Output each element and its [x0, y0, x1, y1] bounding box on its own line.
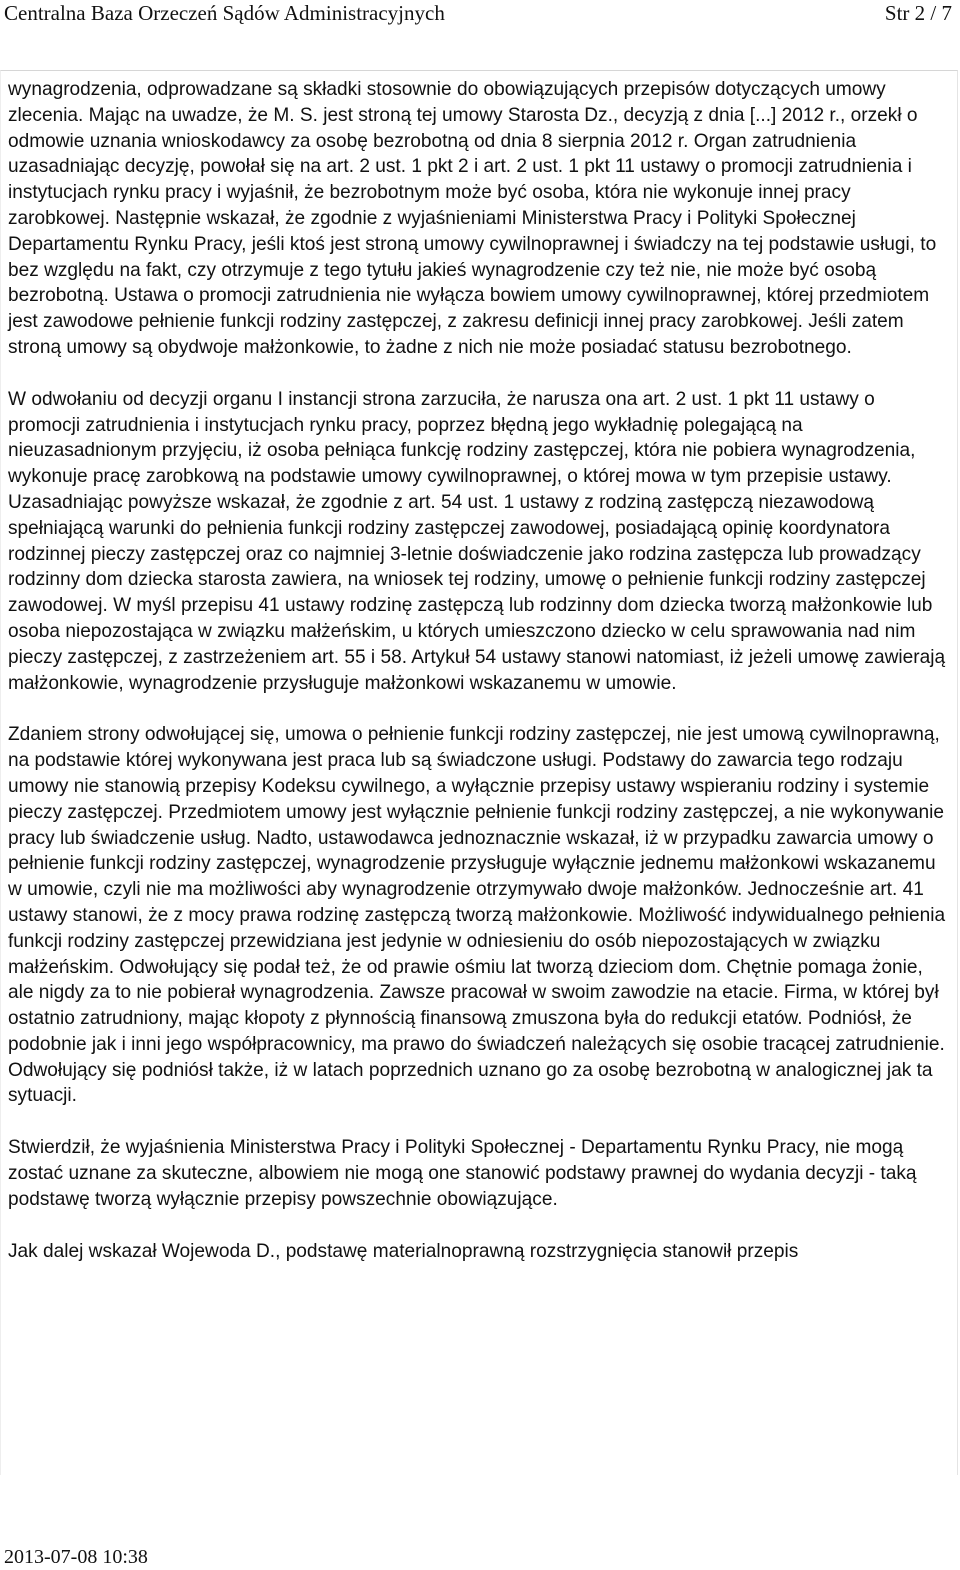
paragraph: W odwołaniu od decyzji organu I instancji strona zarzuciła, że narusza ona art. 2 ust. 1 pkt 11 ustawy o promocji zatrudnienia i instytucjach rynku pracy, poprzez błędną jego wykładnię polegającą na nieuzasadnionym przyjęciu, iż osoba pełniąca funkcję rodziny zastępczej, która nie pobiera wynagrodzenia, wykonuje pracę zarobkową na podstawie umowy cywilnoprawnej, o której mowa w tym przepisie ustawy. Uzasadniając powyższe wskazał, że zgodnie z art. 54 ust. 1 ustawy z rodziną zastępczą niezawodową spełniającą warunki do pełnienia funkcji rodziny zastępczej zawodowej, posiadającą opinię koordynatora rodzinnej pieczy zastępczej oraz co najmniej 3-letnie doświadczenie jako rodzina zastępcza lub prowadzący rodzinny dom dziecka starosta zawiera, na wniosek tej rodziny, umowę o pełnienie funkcji rodziny zastępczej zawodowej. W myśl przepisu 41 ustawy rodzinę zastępczą lub rodzinny dom dziecka tworzą małżonkowie lub osoba niepozostająca w związku małżeńskim, u których umieszczono dziecko w celu sprawowania nad nim pieczy zastępczej, z zastrzeżeniem art. 55 i 58. Artykuł 54 ustawy stanowi natomiast, iż jeżeli umowę zawierają małżonkowie, wynagrodzenie przysługuje małżonkowi wskazanemu w umowie.	[8, 388, 946, 694]
site-title: Centralna Baza Orzeczeń Sądów Administracyjnych	[4, 1, 445, 25]
paragraph: Stwierdził, że wyjaśnienia Ministerstwa Pracy i Polityki Społecznej - Departamentu Rynku Pracy, nie mogą zostać uznane za skuteczne, albowiem nie mogą one stanowić podstawy prawnej do wydania decyzji - taką podstawę tworzą wyłącznie przepisy powszechnie obowiązujące.	[8, 1137, 917, 1210]
page-counter: Str 2 / 7	[884, 1, 952, 25]
document-body	[8, 77, 950, 1264]
page-header	[0, 0, 960, 30]
paragraph: wynagrodzenia, odprowadzane są składki stosownie do obowiązujących przepisów dotyczących umowy zlecenia. Mając na uwadze, że M. S. jest stroną tej umowy Starosta Dz., decyzją z dnia [...] 2012 r., orzekł o odmowie uznania wnioskodawcy za osobę bezrobotną od dnia 8 sierpnia 2012 r. Organ zatrudnienia uzasadniając decyzję, powołał się na art. 2 ust. 1 pkt 2 i art. 2 ust. 1 pkt 11 ustawy o promocji zatrudnienia i instytucjach rynku pracy i wyjaśnił, że bezrobotnym może być osoba, która nie wykonuje innej pracy zarobkowej. Następnie wskazał, że zgodnie z wyjaśnieniami Ministerstwa Pracy i Polityki Społecznej Departamentu Rynku Pracy, jeśli ktoś jest stroną umowy cywilnoprawnej i świadczy na tej podstawie usługi, to bez względu na fakt, czy otrzymuje z tego tytułu jakieś wynagrodzenie czy też nie, nie może być osobą bezrobotną. Ustawa o promocji zatrudnienia nie wyłącza bowiem umowy cywilnoprawnej, której przedmiotem jest zawodowe pełnienie funkcji rodziny zastępczej, z zakresu definicji innej pracy zarobkowej. Jeśli zatem stroną umowy są obydwoje małżonkowie, to żadne z nich nie może posiadać statusu bezrobotnego.	[8, 79, 937, 358]
print-timestamp: 2013-07-08 10:38	[4, 1546, 148, 1568]
paragraph: Zdaniem strony odwołującej się, umowa o pełnienie funkcji rodziny zastępczej, nie jest umową cywilnoprawną, na podstawie której wykonywana jest praca lub są świadczone usługi. Podstawy do zawarcia tego rodzaju umowy nie stanowią przepisy Kodeksu cywilnego, a wyłącznie przepisy ustawy wspieraniu rodziny i systemie pieczy zastępczej. Przedmiotem umowy jest wyłącznie pełnienie funkcji rodziny zastępczej, a nie wykonywanie pracy lub świadczenie usług. Nadto, ustawodawca jednoznacznie wskazał, iż w przypadku zawarcia umowy o pełnienie funkcji rodziny zastępczej, wynagrodzenie przysługuje wyłącznie jednemu małżonkowi wskazanemu w umowie, czyli nie ma możliwości aby wynagrodzenie otrzymywało dwoje małżonków. Jednocześnie art. 41 ustawy stanowi, że z mocy prawa rodzinę zastępczą tworzą małżonkowie. Możliwość indywidualnego pełnienia funkcji rodziny zastępczej przewidziana jest jedynie w odniesieniu do osób niepozostających w związku małżeńskim. Odwołujący się podał też, że od prawie ośmiu lat tworzą dzieciom dom. Chętnie pomaga żonie, ale nigdy za to nie pobierał wynagrodzenia. Zawsze pracował w swoim zawodzie na etacie. Firma, w której był ostatnio zatrudniony, mając kłopoty z płynnością finansową zmuszona była do redukcji etatów. Podniósł, że podobnie jak i inni jego współpracownicy, ma prawo do świadczeń należących się osobie tracącej zatrudnienie. Odwołujący się podniósł także, iż w latach poprzednich uznano go za osobę bezrobotną w analogicznej jak ta sytuacji.	[8, 724, 946, 1107]
paragraph: Jak dalej wskazał Wojewoda D., podstawę materialnoprawną rozstrzygnięcia stanowił przepis	[8, 1240, 799, 1262]
